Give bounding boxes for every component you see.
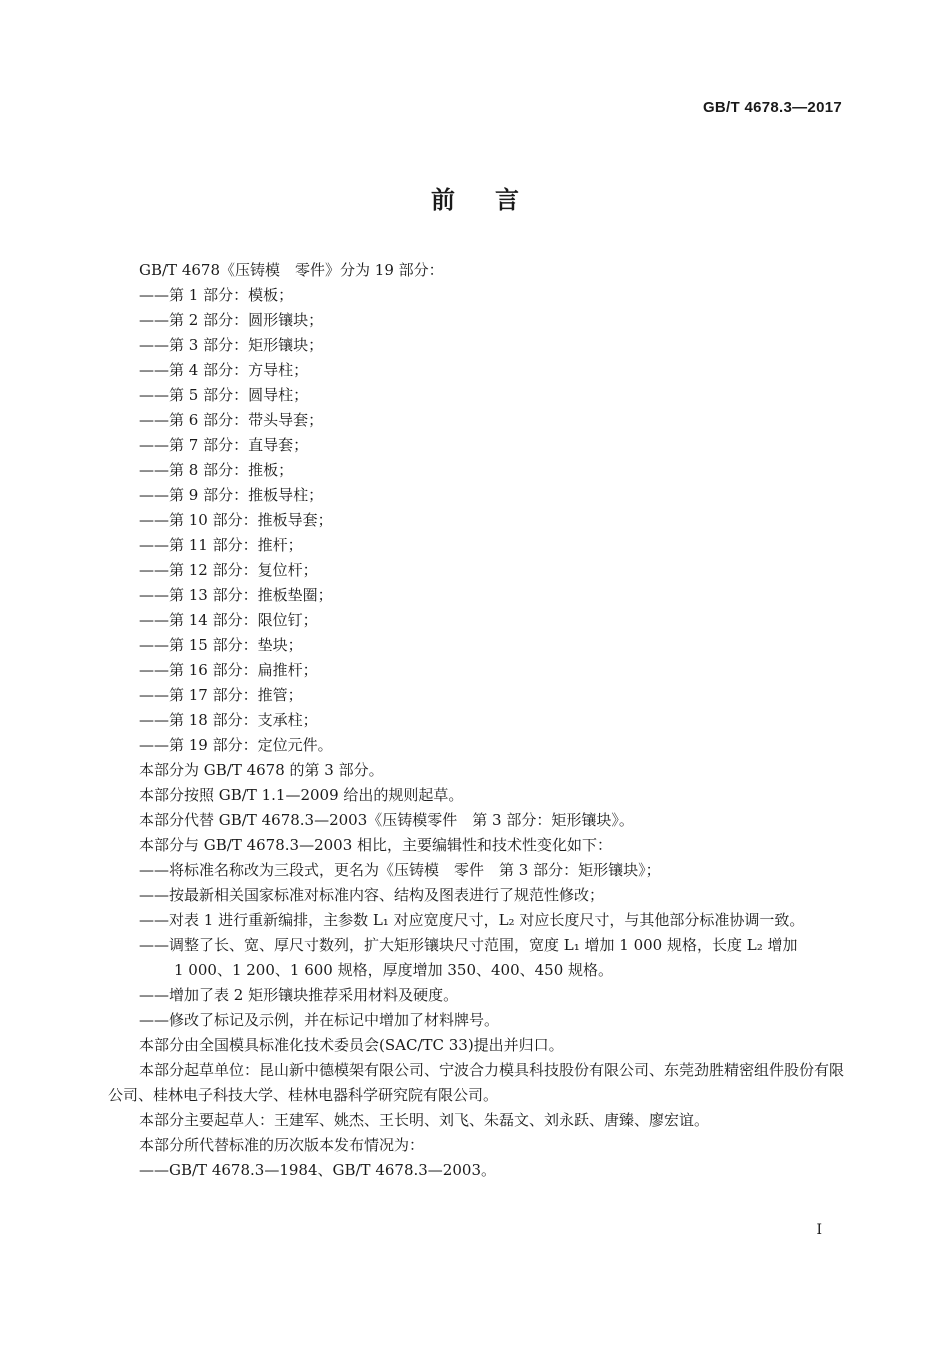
part-list-item: ——第 2 部分：圆形镶块； xyxy=(139,311,324,329)
part-list-item: ——第 14 部分：限位钉； xyxy=(139,611,318,629)
part-list-item: ——第 3 部分：矩形镶块； xyxy=(139,336,324,354)
drafters-paragraph: 本部分主要起草人：王建军、姚杰、王长明、刘飞、朱磊文、刘永跃、唐臻、廖宏谊。 xyxy=(139,1111,710,1129)
part-list-item: ——第 4 部分：方导柱； xyxy=(139,361,309,379)
changes-intro-paragraph: 本部分与 GB/T 4678.3—2003 相比，主要编辑性和技术性变化如下： xyxy=(139,836,613,854)
proposed-by-paragraph: 本部分由全国模具标准化技术委员会(SAC/TC 33)提出并归口。 xyxy=(139,1036,564,1054)
history-intro-paragraph: 本部分所代替标准的历次版本发布情况为： xyxy=(139,1136,425,1154)
this-part-paragraph: 本部分为 GB/T 4678 的第 3 部分。 xyxy=(139,761,384,779)
part-list-item: ——第 1 部分：模板； xyxy=(139,286,294,304)
part-list-item: ——第 8 部分：推板； xyxy=(139,461,294,479)
change-item: ——增加了表 2 矩形镶块推荐采用材料及硬度。 xyxy=(139,986,459,1004)
part-list-item: ——第 5 部分：圆导柱； xyxy=(139,386,309,404)
change-item: ——调整了长、宽、厚尺寸数列，扩大矩形镶块尺寸范围，宽度 L₁ 增加 1 000 规格，长度 L₂ 增加 xyxy=(139,936,798,954)
part-list-item: ——第 6 部分：带头导套； xyxy=(139,411,324,429)
page-title: 前言 xyxy=(431,186,559,214)
part-list-item: ——第 17 部分：推管； xyxy=(139,686,303,704)
change-item: ——将标准名称改为三段式，更名为《压铸模 零件 第 3 部分：矩形镶块》； xyxy=(139,861,661,879)
standard-code: GB/T 4678.3—2017 xyxy=(702,99,842,116)
part-list-item: ——第 15 部分：垫块； xyxy=(139,636,303,654)
part-list-item: ——第 11 部分：推杆； xyxy=(139,536,303,554)
intro-paragraph: GB/T 4678《压铸模 零件》分为 19 部分： xyxy=(139,261,444,279)
history-item: ——GB/T 4678.3—1984、GB/T 4678.3—2003。 xyxy=(139,1161,496,1179)
part-list-item: ——第 19 部分：定位元件。 xyxy=(139,736,333,754)
part-list-item: ——第 9 部分：推板导柱； xyxy=(139,486,324,504)
drafting-rules-paragraph: 本部分按照 GB/T 1.1—2009 给出的规则起草。 xyxy=(139,786,464,804)
part-list-item: ——第 7 部分：直导套； xyxy=(139,436,309,454)
change-item-continuation: 1 000、1 200、1 600 规格，厚度增加 350、400、450 规格。 xyxy=(174,961,614,979)
part-list-item: ——第 18 部分：支承柱； xyxy=(139,711,318,729)
change-item: ——对表 1 进行重新编排，主参数 L₁ 对应宽度尺寸，L₂ 对应长度尺寸，与其他部分标准协调一致。 xyxy=(139,911,805,929)
change-item: ——按最新相关国家标准对标准内容、结构及图表进行了规范性修改； xyxy=(139,886,605,904)
change-item: ——修改了标记及示例，并在标记中增加了材料牌号。 xyxy=(139,1011,500,1029)
foreword-body xyxy=(108,258,844,1183)
drafting-units-paragraph: 本部分起草单位：昆山新中德模架有限公司、宁波合力模具科技股份有限公司、东莞劲胜精密组件股份有限公司、桂林电子科技大学、桂林电器科学研究院有限公司。 xyxy=(108,1061,845,1104)
page-number: I xyxy=(816,1222,822,1238)
part-list-item: ——第 16 部分：扁推杆； xyxy=(139,661,318,679)
part-list-item: ——第 12 部分：复位杆； xyxy=(139,561,318,579)
part-list-item: ——第 13 部分：推板垫圈； xyxy=(139,586,333,604)
part-list-item: ——第 10 部分：推板导套； xyxy=(139,511,333,529)
replaces-paragraph: 本部分代替 GB/T 4678.3—2003《压铸模零件 第 3 部分：矩形镶块》。 xyxy=(139,811,634,829)
